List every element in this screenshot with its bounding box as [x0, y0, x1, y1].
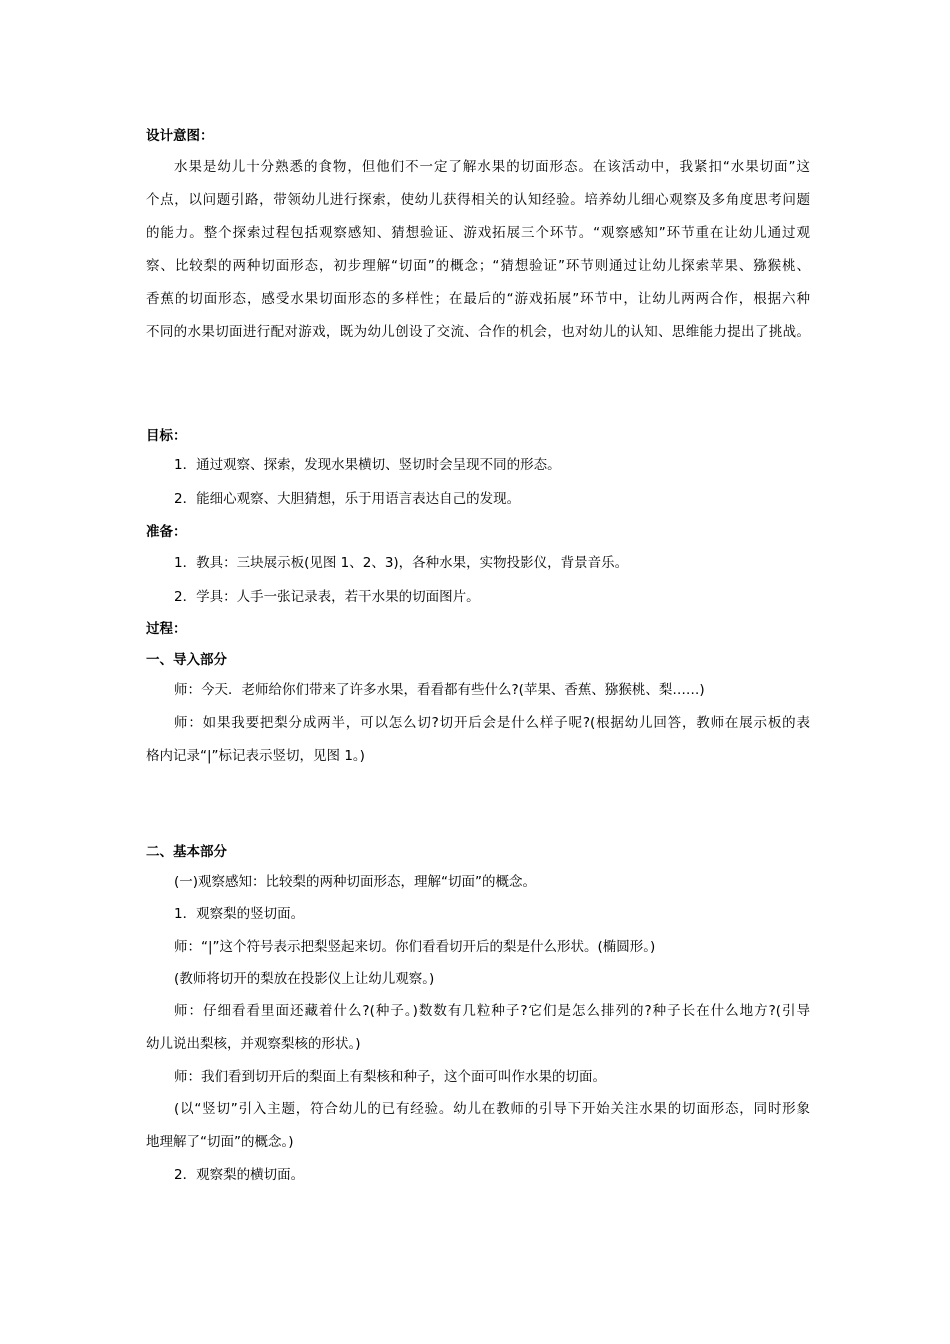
- preparation-item: 2．学具：人手一张记录表，若干水果的切面图片。: [174, 589, 480, 605]
- goal-item: 1．通过观察、探索，发现水果横切、竖切时会呈现不同的形态。: [174, 457, 561, 473]
- paragraph-line: 师：我们看到切开后的梨面上有梨核和种子，这个面可叫作水果的切面。: [174, 1069, 606, 1085]
- paragraph-line: 师：今天．老师给你们带来了许多水果，看看都有些什么?(苹果、香蕉、猕猴桃、梨……): [174, 682, 705, 698]
- paragraph-line: 师：仔细看看里面还藏着什么?(种子。)数数有几粒种子?它们是怎么排列的?种子长在什么地方?(引导: [174, 1003, 810, 1019]
- preparation-item: 1．教具：三块展示板(见图 1、2、3)，各种水果，实物投影仪，背景音乐。: [174, 555, 629, 571]
- part2-heading: 二、基本部分: [146, 844, 227, 860]
- preparation-heading: 准备：: [146, 524, 187, 540]
- paragraph-line: 师：如果我要把梨分成两半，可以怎么切?切开后会是什么样子呢?(根据幼儿回答，教师在展示板的表: [174, 715, 810, 731]
- paragraph-line: 香蕉的切面形态，感受水果切面形态的多样性；在最后的“游戏拓展”环节中，让幼儿两两合作，根据六种: [146, 291, 810, 307]
- paragraph-line: 地理解了“切面”的概念。): [146, 1134, 294, 1150]
- paragraph-line: (一)观察感知：比较梨的两种切面形态，理解“切面”的概念。: [174, 874, 537, 890]
- paragraph-line: (以“竖切”引入主题，符合幼儿的已有经验。幼儿在教师的引导下开始关注水果的切面形态，同时形象: [174, 1101, 810, 1117]
- paragraph-line: 个点，以问题引路，带领幼儿进行探索，使幼儿获得相关的认知经验。培养幼儿细心观察及多角度思考问题: [146, 192, 810, 208]
- part1-heading: 一、导入部分: [146, 652, 227, 668]
- goals-heading: 目标：: [146, 428, 187, 444]
- paragraph-line: (教师将切开的梨放在投影仪上让幼儿观察。): [174, 971, 435, 987]
- paragraph-line: 1．观察梨的竖切面。: [174, 906, 305, 922]
- paragraph-line: 不同的水果切面进行配对游戏，既为幼儿创设了交流、合作的机会，也对幼儿的认知、思维能力提出了挑战。: [146, 324, 810, 340]
- paragraph-line: 的能力。整个探索过程包括观察感知、猜想验证、游戏拓展三个环节。“观察感知”环节重在让幼儿通过观: [146, 225, 810, 241]
- paragraph-line: 格内记录“|”标记表示竖切，见图 1。): [146, 748, 365, 764]
- design-intent-heading: 设计意图：: [146, 128, 214, 144]
- paragraph-line: 水果是幼儿十分熟悉的食物，但他们不一定了解水果的切面形态。在该活动中，我紧扣“水果切面”这: [174, 159, 810, 175]
- paragraph-line: 察、比较梨的两种切面形态，初步理解“切面”的概念；“猜想验证”环节则通过让幼儿探索苹果、猕猴桃、: [146, 258, 810, 274]
- process-heading: 过程：: [146, 621, 187, 637]
- paragraph-line: 师：“|”这个符号表示把梨竖起来切。你们看看切开后的梨是什么形状。(椭圆形。): [174, 939, 656, 955]
- goal-item: 2．能细心观察、大胆猜想，乐于用语言表达自己的发现。: [174, 491, 521, 507]
- paragraph-line: 2．观察梨的横切面。: [174, 1167, 305, 1183]
- paragraph-line: 幼儿说出梨核，并观察梨核的形状。): [146, 1036, 361, 1052]
